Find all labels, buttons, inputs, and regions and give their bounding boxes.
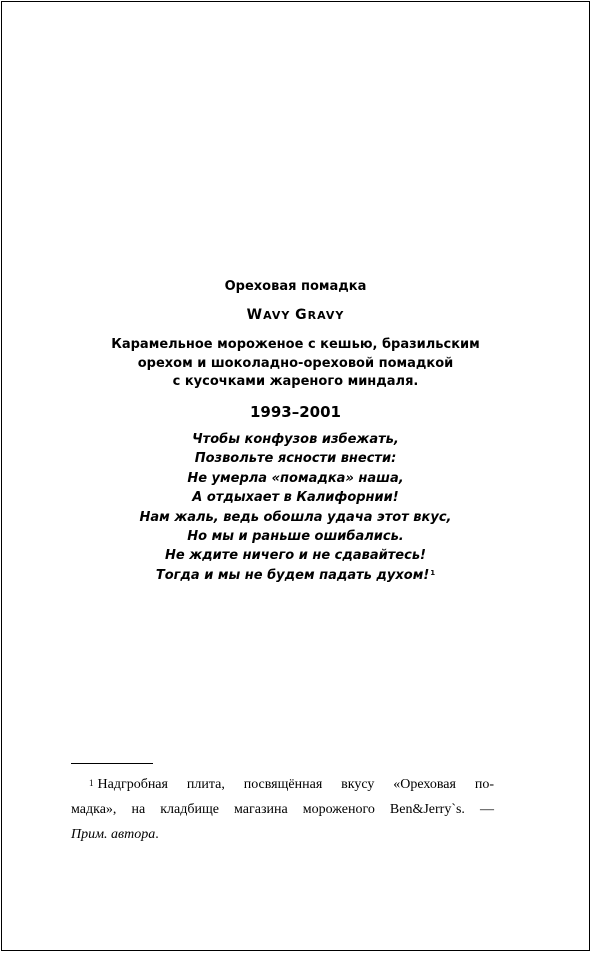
description-line: с кусочками жареного миндаля. [172,374,419,390]
author-note: Прим. автора [71,827,156,842]
footnote [71,772,494,847]
subtitle-rest-1: AVY [263,309,296,322]
flavor-subtitle [2,306,589,325]
flavor-description [2,336,589,392]
poem-line: Не ждите ничего и не сдавайтесь! [165,548,426,564]
book-page [1,1,590,951]
subtitle-rest-2: RAVY [307,309,345,322]
footnote-line [71,822,494,847]
subtitle-cap-1: W [246,307,264,323]
poem-line: Но мы и раньше ошибались. [187,529,404,545]
footnote-reference: 1 [430,568,436,577]
subtitle-cap-2: G [295,307,308,323]
footnote-line: мадка», на кладбище магазина мороженого Ben&Jerry`s. — [71,802,494,817]
poem-line: Позвольте ясности внести: [194,451,397,467]
flavor-years: 1993–2001 [250,403,341,421]
poem-line: Чтобы конфузов избежать, [192,432,399,447]
footnote-text: Надгробная плита, посвящённая вкусу «Ореховая по- [97,777,494,792]
footnote-divider [71,763,153,764]
poem-line-last [2,566,589,585]
poem-line: Не умерла «помадка» наша, [187,470,404,486]
poem-line: Нам жаль, ведь обошла удача этот вкус, [139,509,452,525]
poem-line: А отдыхает в Калифорнии! [192,490,399,506]
epitaph-poem [2,430,589,585]
flavor-title: Ореховая помадка [224,279,367,294]
description-line: орехом и шоколадно-ореховой помадкой [137,355,454,371]
poem-line-text: Тогда и мы не будем падать духом! [155,567,430,583]
footnote-line [71,772,494,797]
description-line: Карамельное мороженое с кешью, бразильским [111,337,480,352]
author-note-end: . [155,827,159,842]
footnote-mark: 1 [89,778,94,788]
